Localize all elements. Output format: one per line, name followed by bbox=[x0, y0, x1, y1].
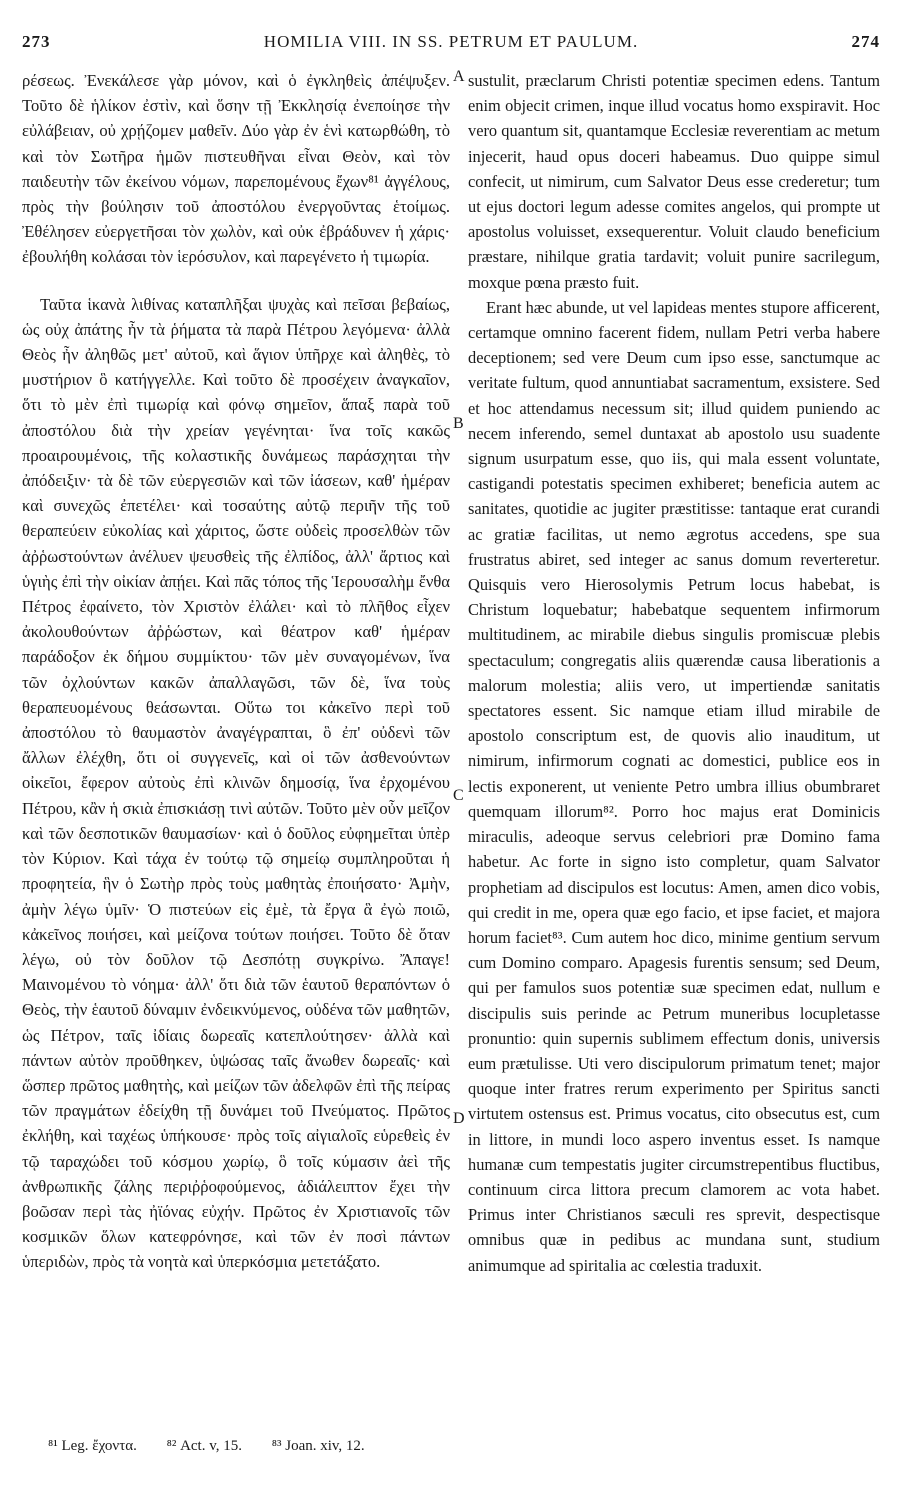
latin-paragraph-2: Erant hæc abunde, ut vel lapideas mentes stupore afficerent, certamque omnino facerent fidem, nullam Petri verba habere deceptionem; sed vere Deum cum ipso esse, sanctumque ac veritate fultum, quod annuntiabat sacramentum, exsistere. Sed et hoc attendamus necessum sit; illud quidem puniendo ac necem inferendo, semel duntaxat ab apostolo usu suadente signum usurpatum esse, quo iis, qui mala essent voluntate, castigandi potestatis specimen exhiberet; beneficia autem ac sanitates, quotidie ac jugiter præstitisse: tantaque erat curandi ac gratiæ facilitas, ut nemo ægrotus accedens, spe sua frustratus abiret, sed integer ac sanus domum reverteretur. Quisquis vero Hierosolymis Petrum locus habebat, is Christum loquebatur; habebatque sequentem infirmorum multitudinem, ac mirabile diebus singulis promiscuæ plebis spectaculum; congregatis aliis quærendæ causa liberationis a malorum molestia; aliis vero, ut impertiendæ sanitatis spectatores essent. Sic namque etiam illud mirabile de apostolo conscriptum est, de quovis alio inauditum, ut nimirum, infirmorum cognati ac domestici, publice eos in lectis exponerent, ut veniente Petro umbra illius obumbraret quemquam illorum⁸². Porro hoc majus erat Dominicis miraculis, adeoque servus celebriori præ Domino fama habetur. Ac forte in signo isto completur, quam Salvator prophetiam ad discipulos est locutus: Amen, amen dico vobis, qui credit in me, opera quæ ego facio, et ipse faciet, et majora horum faciet⁸³. Cum autem hoc dico, minime gentium servum cum Domino comparo. Apagesis furentis sensum; sed Deum, qui per famulos suos potentiæ suæ specimen edat, nullum e discipulis suis perinde ac Petrum muneribus locupletasse pronuntio: quin supernis sublimem effectum donis, universis eum prætulisse. Uti vero discipulorum primatum tenet; major quoque inter fratres rerum experimento per Spiritus sancti virtutem ostensus est. Primus vocatus, cito obsecutus est, cum in littore, in mundi loco aspero inventus esset. Is namque humanæ cum tempestatis jugiter circumstrepentibus fluctibus, continuum circa littora precum clamorem ac vota habet. Primus inter Christianos sæculi res sprevit, despectisque omnibus quæ in pedibus ac mundana sunt, studium animumque ad spiritalia ac cœlestia traduxit. bbox=[468, 297, 880, 1275]
footnote-83: ⁸³ Joan. xiv, 12. bbox=[271, 1438, 365, 1454]
greek-paragraph-1: ρέσεως. Ἐνεκάλεσε γὰρ μόνον, καὶ ὁ ἐγκληθεὶς ἀπέψυξεν. Τοῦτο δὲ ἡλίκον ἐστὶν, καὶ ὅσην τῇ Ἐκκλησίᾳ ἐνεποίησε τὴν εὐλάβειαν, οὐ χρῄζομεν μαθεῖν. Δύο γὰρ ἐν ἑνὶ κατωρθώθη, τὸ καὶ τὸν Σωτῆρα ἡμῶν πιστευθῆναι εἶναι Θεὸν, καὶ τὸν παιδευτὴν τῶν ἐκείνου νόμων, παρεπομένους ἔχων⁸¹ ἀγγέλους, πρὸς τὴν βούλησιν τοῦ ἀποστόλου ἐνεργοῦντας ἑτοίμως. Ἐθέλησεν εὐεργετῆσαι τὸν χωλὸν, καὶ οὐκ ἐβράδυνεν ἡ χάρις· ἐβουλήθη κολάσαι τὸν ἱερόσυλον, καὶ παρεγένετο ἡ τιμωρία. bbox=[22, 71, 450, 267]
margin-letter-b: B bbox=[453, 415, 464, 432]
footnote-81: ⁸¹ Leg. ἔχοντα. bbox=[48, 1438, 137, 1454]
running-title: HOMILIA VIII. IN SS. PETRUM ET PAULUM. bbox=[263, 32, 639, 51]
page-number-left: 273 bbox=[22, 32, 51, 51]
greek-paragraph-2: Ταῦτα ἱκανὰ λιθίνας καταπλῆξαι ψυχὰς καὶ πεῖσαι βεβαίως, ὡς οὐχ ἀπάτης ἦν τὰ ῥήματα τὰ παρὰ Πέτρου λεγόμενα· ἀλλὰ Θεὸς ἦν ἀληθῶς μετ' αὐτοῦ, καὶ ἅγιον ὑπῆρχε καὶ ἀληθὲς, τὸ μυστήριον ὃ κατήγγελλε. Καὶ τοῦτο δὲ προσέχειν ἀναγκαῖον, ὅτι τὸ μὲν ἐπὶ τιμωρίᾳ καὶ φόνῳ σημεῖον, ἅπαξ παρὰ τοῦ ἀποστόλου διὰ τὴν χρείαν γεγένηται· ἵνα τοῖς κακῶς προαιρουμένοις, τῆς κολαστικῆς δυνάμεως παράσχηται τὴν ἀπόδειξιν· τὰ δὲ τῶν εὐεργεσιῶν καὶ τῶν ἰάσεων, καθ' ἡμέραν καὶ συνεχῶς ἐπετέλει· καὶ τοσαύτης αὐτῷ περιῆν τῆς τοῦ θεραπεύειν εὐκολίας καὶ χάριτος, ὥστε οὐδεὶς προσελθὼν τῶν ἀῤῥωστούντων ἀνέλυεν ψευσθεὶς τῆς ἐλπίδος, ἀλλ' ἄρτιος καὶ ὑγιὴς ἐπὶ τὴν οἰκίαν ἀπῄει. Καὶ πᾶς τόπος τῆς Ἱερουσαλὴμ ἔνθα Πέτρος ἐφαίνετο, τὸν Χριστὸν ἐλάλει· καὶ τὸ πλῆθος εἶχεν ἀκολουθούντων ἀῤῥώστων, καὶ θέατρον καθ' ἡμέραν παράδοξον ἐκ δήμου συμμίκτου· τῶν μὲν συναγομένων, ἵνα τῶν ὀχλούντων κακῶν ἀπαλλαγῶσι, τῶν δὲ, ἵνα τοὺς θεραπευομένους θεάσωνται. Οὕτω τοι κἀκεῖνο περὶ τοῦ ἀποστόλου τὸ θαυμαστὸν ἀναγέγραπται, ὃ ἐπ' οὐδενὶ τῶν ἄλλων ἐλέχθη, ὅτι οἱ συγγενεῖς, καὶ οἱ τῶν ἀσθενούντων οἰκεῖοι, ἔφερον αὐτοὺς ἐπὶ κλινῶν δημοσίᾳ, ἵνα ἐρχομένου Πέτρου, κἂν ἡ σκιὰ ἐπισκιάσῃ τινὶ αὐτῶν. Τοῦτο μὲν οὖν μεῖζον καὶ τῶν δεσποτικῶν θαυμασίων· καὶ ὁ δοῦλος εὐφημεῖται ὑπὲρ τὸν Κύριον. Καὶ τάχα ἐν τούτῳ τῷ σημείῳ συμπληροῦται ἡ προφητεία, ἣν ὁ Σωτὴρ πρὸς τοὺς μαθητὰς ἐποιήσατο· Ἀμὴν, ἀμὴν λέγω ὑμῖν· Ὁ πιστεύων εἰς ἐμὲ, τὰ ἔργα ἃ ἐγὼ ποιῶ, κἀκεῖνος ποιήσει, καὶ μείζονα τούτων ποιήσει. Τοῦτο δὲ ὅταν λέγω, οὐ τὸν δοῦλον τῷ Δεσπότῃ συγκρίνω. Ἄπαγε! Μαινομένου τὸ νόημα· ἀλλ' ὅτι διὰ τῶν ἑαυτοῦ θεραπόντων ὁ Θεὸς, τὴν ἑαυτοῦ δύναμιν ἐνδεικνύμενος, οὐδένα τῶν μαθητῶν, ὡς Πέτρον, ταῖς ἰδίαις δωρεαῖς κατεπλούτησεν· ἀλλὰ καὶ πάντων αὐτὸν προῦθηκεν, ὑψώσας ταῖς ἄνωθεν δωρεαῖς· καὶ ὥσπερ πρῶτος μαθητὴς, καὶ μείζων τῶν ἀδελφῶν ἐπὶ τῆς πείρας τῶν πραγμάτων ἐδείχθη τῇ δυνάμει τοῦ Πνεύματος. Πρῶτος ἐκλήθη, καὶ ταχέως ὑπήκουσε· πρὸς τοῖς αἰγιαλοῖς εὑρεθεὶς ἐν τῷ ταραχώδει τοῦ κόσμου χωρίῳ, ὃ τοῖς κύμασιν ἀεὶ τῆς ἀνθρωπικῆς ζάλης περιῤῥοφούμενος, ἀδιάλειπτον ἔχει τὴν βοῶσαν περὶ τὰς ἠϊόνας εὐχήν. Πρῶτος ἐν Χριστιανοῖς τῶν κοσμικῶν ὅλων κατεφρόνησε, καὶ τῶν ἐν ποσὶ πάντων ὑπεριδὼν, πρὸς τὰ νοητὰ καὶ ὑπερκόσμια μετετάξατο. bbox=[22, 294, 450, 1272]
margin-letter-c: C bbox=[453, 787, 464, 804]
footnotes bbox=[48, 1438, 648, 1455]
greek-column bbox=[22, 68, 450, 1275]
latin-column bbox=[468, 68, 880, 1278]
latin-paragraph-1: sustulit, præclarum Christi potentiæ specimen edens. Tantum enim objecit crimen, inque illud vocatus homo exspiravit. Hoc vero quantum sit, quantamque Ecclesiæ reverentiam ac metum injecerit, haud opus doceri habeamus. Duo quippe simul confecit, ut nimirum, cum Salvator Deus esse crederetur; tum ut ejus doctori legum adesse comites angelos, qui prompte ut apostolus voluisset, exsequerentur. Voluit claudo beneficium præstare, nihilque gratia tardavit; voluit punire sacrilegum, moxque pœna præsto fuit. bbox=[468, 71, 880, 292]
footnote-82: ⁸² Act. v, 15. bbox=[166, 1438, 243, 1454]
margin-letter-d: D bbox=[453, 1110, 465, 1127]
margin-letter-a: A bbox=[453, 68, 465, 85]
running-header bbox=[22, 32, 880, 58]
page-number-right: 274 bbox=[851, 32, 880, 51]
